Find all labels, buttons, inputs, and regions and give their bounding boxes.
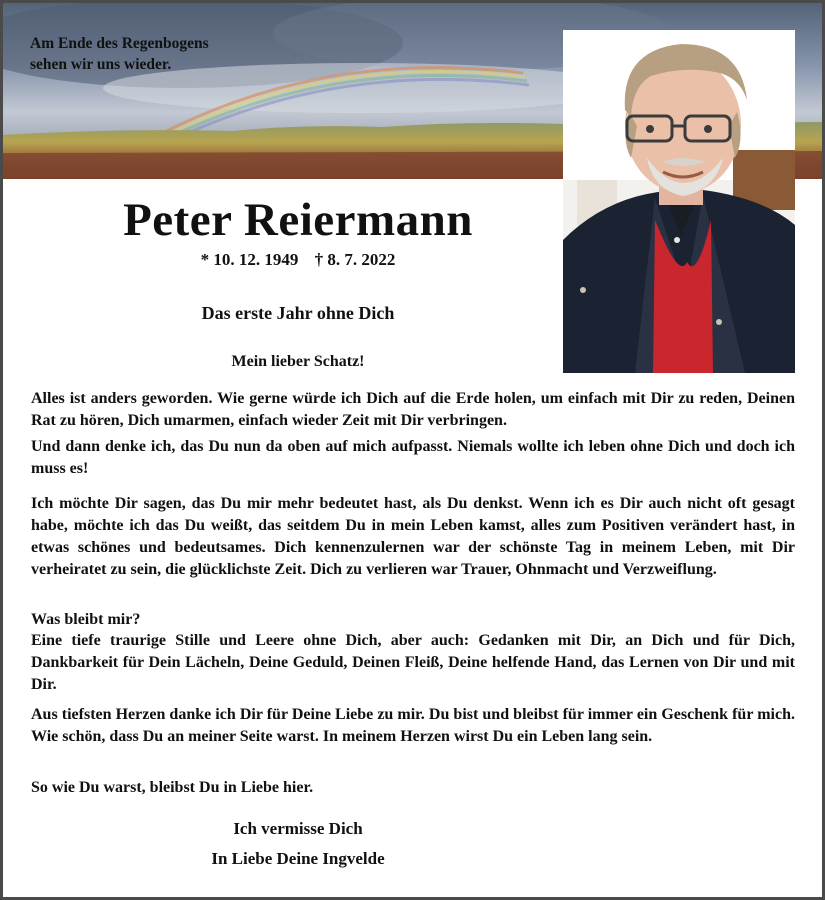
portrait-illustration — [563, 30, 795, 373]
closing-line-1: Ich vermisse Dich — [233, 819, 363, 838]
paragraph-3: Ich möchte Dir sagen, das Du mir mehr bedeutet hast, als Du denkst. Wenn ich es Dir auch nicht oft gesagt habe, möchte ich das Du weißt, das seitdem Du in mein Leben kamst, alles zum Positiven verändert hast, in etwas schönes und bedeutsames. Dich kennenzulernen war der schönste Tag in meinem Leben, mit Dir verheiratet zu sein, die glücklichste Zeit. Dich zu verlieren war Trauer, Ohnmacht und Verzweiflung. — [31, 495, 795, 578]
paragraph-5: Aus tiefsten Herzen danke ich Dir für Deine Liebe zu mir. Du bist und bleibst für immer ein Geschenk für mich. Wie schön, dass Du an meiner Seite warst. In meinem Herzen wirst Du ein Leben lang sein. — [31, 706, 795, 745]
death-date: † 8. 7. 2022 — [314, 250, 396, 269]
motto-line-1: Am Ende des Regenbogens — [30, 35, 209, 52]
paragraph-6: So wie Du warst, bleibst Du in Liebe hier. — [31, 779, 314, 796]
closing-signature: In Liebe Deine Ingvelde — [211, 849, 385, 868]
headline: Das erste Jahr ohne Dich — [201, 303, 395, 323]
paragraph-1: Alles ist anders geworden. Wie gerne würde ich Dich auf die Erde holen, um einfach mit Dir zu reden, Deinen Rat zu hören, Dich umarmen, einfach wieder Zeit mit Dir verbringen. — [31, 390, 795, 429]
birth-date: * 10. 12. 1949 — [200, 250, 299, 269]
salutation: Mein lieber Schatz! — [231, 353, 365, 370]
paragraph-question: Was bleibt mir? — [31, 611, 141, 628]
deceased-name: Peter Reiermann — [123, 194, 473, 246]
paragraph-4: Eine tiefe traurige Stille und Leere ohne Dich, aber auch: Gedanken mit Dir, an Dich und für Dich, Dankbarkeit für Dein Lächeln, Deine Geduld, Deinen Fleiß, Deine helfende Hand, das Lernen von Dir und mit Dir. — [31, 632, 795, 693]
portrait-photo — [563, 30, 795, 373]
motto — [30, 33, 209, 75]
motto-line-2: sehen wir uns wieder. — [30, 56, 172, 73]
paragraph-2: Und dann denke ich, das Du nun da oben auf mich aufpasst. Niemals wollte ich leben ohne Dich und doch ich muss es! — [31, 438, 795, 477]
life-dates — [63, 250, 533, 270]
